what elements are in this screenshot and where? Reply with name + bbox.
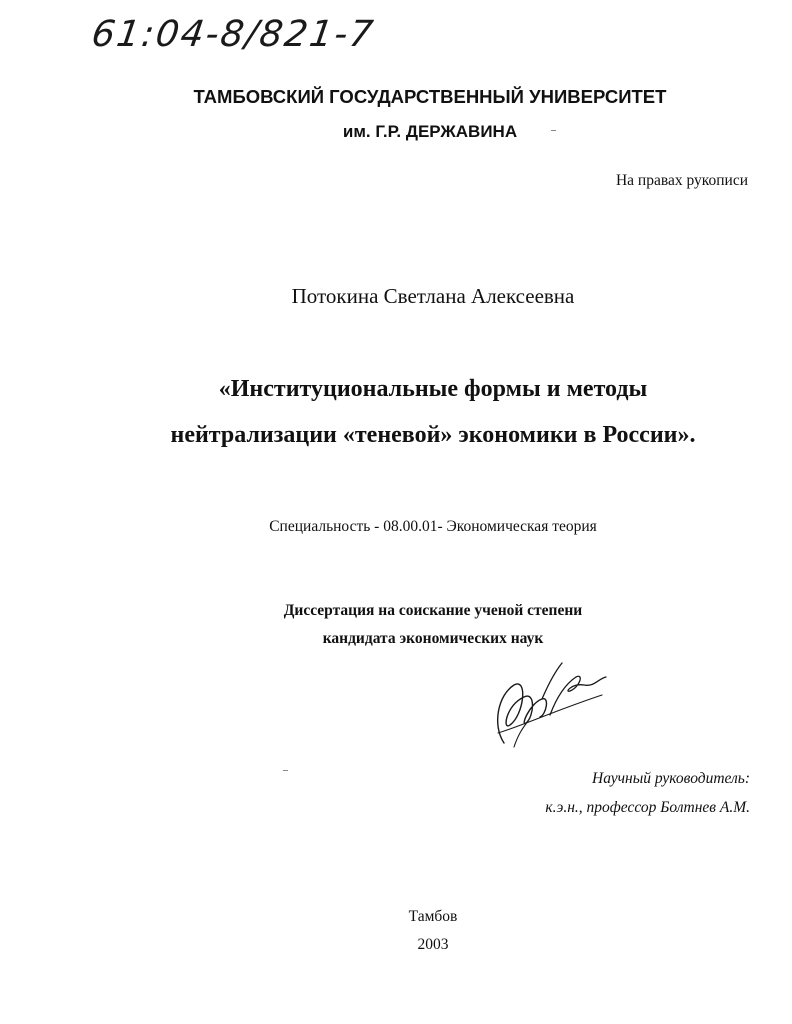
- degree-line-2: кандидата экономических наук: [322, 630, 544, 647]
- signature-image: [484, 655, 614, 755]
- degree-line-1: Диссертация на соискание ученой степени: [283, 602, 583, 619]
- dissertation-title-line-1: «Институциональные формы и методы: [218, 376, 648, 402]
- university-name: ТАМБОВСКИЙ ГОСУДАРСТВЕННЫЙ УНИВЕРСИТЕТ: [193, 86, 667, 107]
- city: Тамбов: [408, 908, 458, 925]
- manuscript-rights-note: На правах рукописи: [615, 172, 748, 189]
- archive-code-handwritten: 61:04-8/821-7: [89, 14, 378, 55]
- year: 2003: [417, 936, 449, 953]
- specialty: Специальность - 08.00.01- Экономическая теория: [269, 518, 597, 535]
- author-name: Потокина Светлана Алексеевна: [291, 284, 575, 308]
- scan-speck: [283, 770, 288, 771]
- supervisor-label: Научный руководитель:: [592, 770, 750, 787]
- supervisor-name: к.э.н., профессор Болтнев А.М.: [545, 799, 750, 816]
- dissertation-title-line-2: нейтрализации «теневой» экономики в России».: [170, 422, 696, 448]
- university-named-after: им. Г.Р. ДЕРЖАВИНА: [342, 122, 518, 141]
- scan-speck: [551, 130, 556, 131]
